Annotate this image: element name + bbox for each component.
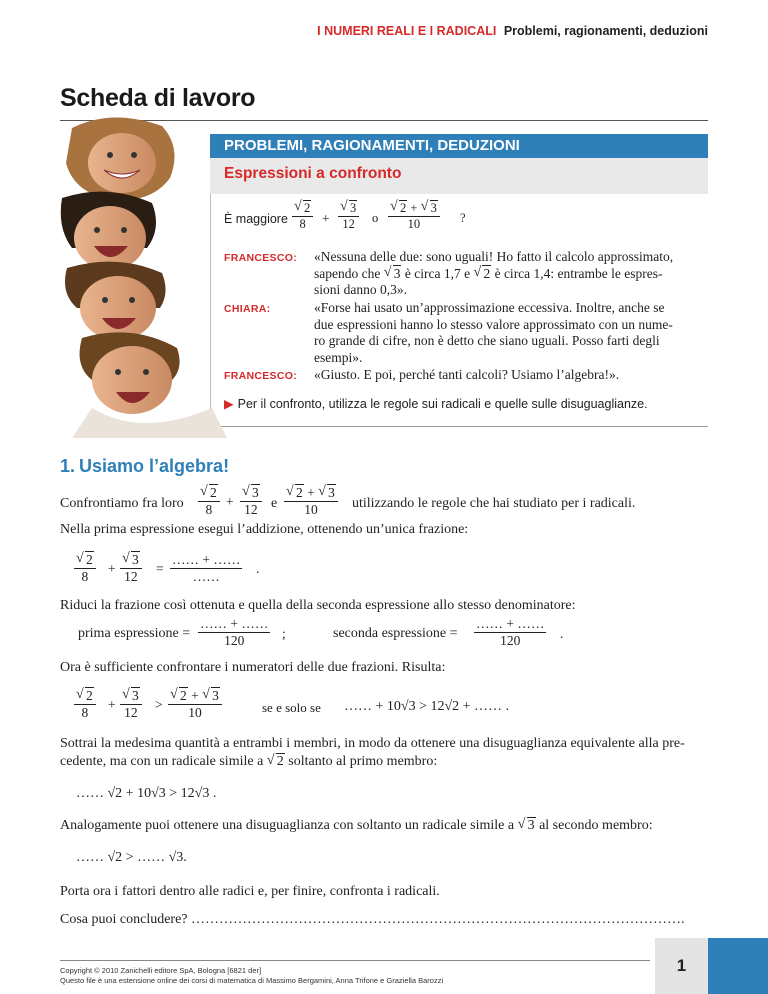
- greater-than: >: [155, 697, 163, 712]
- page-title: Scheda di lavoro: [60, 84, 256, 112]
- tip-line: [224, 396, 648, 411]
- sqrt-icon: [390, 200, 407, 216]
- dialogue-line: «Giusto. E poi, perché tanti calcoli? Usiamo l’algebra!».: [314, 367, 620, 382]
- period: .: [560, 626, 564, 641]
- denominator: 8: [81, 705, 89, 720]
- question-fraction-2: [338, 200, 359, 232]
- radicand: 2: [400, 201, 407, 215]
- arrow-right-icon: ▶: [224, 397, 234, 411]
- dialogue-chiara: [314, 300, 704, 366]
- plus-sign: +: [410, 201, 418, 215]
- sqrt-icon: [318, 485, 336, 501]
- paragraph-text: cedente, ma con un radicale simile a: [60, 754, 264, 769]
- sqrt-icon: [340, 200, 357, 216]
- denominator: 120: [224, 633, 245, 648]
- radicand: 2: [180, 688, 187, 703]
- dialogue-text: sapendo che: [314, 265, 381, 281]
- sqrt-icon: [242, 485, 260, 501]
- paragraph-3: Riduci la frazione così ottenuta e quella della seconda espressione allo stesso denominatore:: [60, 598, 576, 613]
- card-subheading: Espressioni a confronto: [210, 158, 708, 194]
- denominator: 8: [205, 502, 213, 517]
- numerator-blank: …… + ……: [172, 552, 241, 567]
- paragraph-1-suffix: utilizzando le regole che hai studiato per i radicali.: [352, 496, 636, 511]
- sqrt-icon: [421, 200, 438, 216]
- paragraph-1-prefix: Confrontiamo fra loro: [60, 496, 184, 511]
- radicand: 3: [212, 688, 219, 703]
- page-number: 1: [655, 938, 708, 994]
- radicand: 3: [393, 265, 401, 281]
- denominator: 10: [304, 502, 318, 517]
- footer-copyright: Copyright © 2010 Zanichelli editore SpA, Bologna [6821 der]: [60, 966, 262, 975]
- denominator: 120: [500, 633, 521, 648]
- sqrt-icon: [200, 485, 218, 501]
- semicolon: ;: [282, 626, 286, 641]
- tip-text: Per il confronto, utilizza le regole sui radicali e quelle sulle disuguaglianze.: [237, 397, 648, 411]
- card-divider: [210, 426, 708, 427]
- footer-note: Questo file è una estensione online dei corsi di matematica di Massimo Bergamini, Anna Trifone e Graziella Barozzi: [60, 976, 444, 985]
- sqrt-icon: [384, 266, 402, 283]
- sqrt-icon: [518, 818, 536, 834]
- plus-sign: +: [191, 688, 199, 703]
- radicand: 2: [276, 754, 284, 769]
- section-number: 1.: [60, 456, 76, 476]
- fraction-sum-10: [284, 485, 338, 518]
- plus-sign: +: [322, 211, 330, 226]
- paragraph-6: [60, 818, 653, 834]
- sqrt-icon: [286, 485, 304, 501]
- header-subtopic: Problemi, ragionamenti, deduzioni: [503, 24, 708, 38]
- fraction-sqrt2-8: [198, 485, 220, 518]
- fraction-sqrt3-12: [240, 485, 262, 518]
- radicand: 3: [132, 552, 139, 567]
- dialogue-line: ro grande di cifre, non è detto che siano uguali. Posso farti degli: [314, 333, 660, 348]
- sqrt-icon: [122, 688, 140, 704]
- fraction-sum-10: [168, 688, 222, 721]
- sqrt-icon: [170, 688, 188, 704]
- dialogue-francesco-1: [314, 249, 704, 299]
- fraction-blank-1: [170, 552, 242, 585]
- radicand: 2: [210, 485, 217, 500]
- sqrt-icon: [473, 266, 491, 283]
- dialogue-text: è circa 1,4: entrambe le espres-: [494, 265, 663, 281]
- numerator-blank: …… + ……: [200, 616, 269, 631]
- radicand: 3: [132, 688, 139, 703]
- paragraph-5b: [60, 754, 437, 770]
- denominator: 12: [244, 502, 258, 517]
- footer: [60, 966, 443, 986]
- section-title: Usiamo l’algebra!: [79, 456, 230, 476]
- radicand: 3: [328, 485, 335, 500]
- paragraph-text: soltanto al primo membro:: [288, 754, 438, 769]
- denominator: 8: [299, 217, 306, 231]
- prima-label: prima espressione =: [78, 626, 191, 641]
- dialogue-line: due espressioni hanno lo stesso valore approssimato con un nume-: [314, 316, 673, 332]
- running-header: [317, 24, 708, 38]
- paragraph-4: Ora è sufficiente confrontare i numeratori delle due frazioni. Risulta:: [60, 660, 446, 675]
- students-photo: [52, 108, 227, 438]
- speaker-chiara: CHIARA:: [224, 303, 271, 315]
- seconda-label: seconda espressione =: [333, 626, 458, 641]
- denominator: 12: [342, 217, 355, 231]
- paragraph-5a: Sottrai la medesima quantità a entrambi i membri, in modo da ottenere una disuguaglianza equivalente alla pre-: [60, 736, 685, 751]
- fraction-sqrt2-8: [74, 688, 96, 721]
- plus-sign: +: [108, 561, 116, 576]
- paragraph-8: Cosa puoi concludere? …………………………………………………………………………………………….: [60, 912, 685, 927]
- dialogue-line: «Forse hai usato un’approssimazione eccessiva. Inoltre, anche se: [314, 300, 665, 315]
- denominator: 10: [407, 217, 421, 231]
- radicand: 2: [86, 688, 93, 703]
- card-heading: PROBLEMI, RAGIONAMENTI, DEDUZIONI: [210, 134, 708, 158]
- numerator-blank: …… + ……: [476, 616, 545, 631]
- paragraph-2: Nella prima espressione esegui l’addizione, ottenendo un’unica frazione:: [60, 522, 469, 537]
- radicand: 2: [483, 265, 491, 281]
- paragraph-text: Analogamente puoi ottenere una disuguaglianza con soltanto un radicale simile a: [60, 818, 515, 833]
- inequality-2: …… √2 + 10√3 > 12√3 .: [76, 786, 217, 801]
- question-fraction-1: [292, 200, 313, 232]
- fraction-sqrt3-12: [120, 688, 142, 721]
- radicand: 2: [296, 485, 303, 500]
- dialogue-francesco-2: [314, 367, 704, 384]
- plus-sign: +: [226, 494, 234, 509]
- denominator: 12: [124, 705, 138, 720]
- fraction-sqrt3-12: [120, 552, 142, 585]
- denominator: 8: [81, 569, 89, 584]
- sqrt-icon: [122, 552, 140, 568]
- dialogue-line: «Nessuna delle due: sono uguali! Ho fatto il calcolo approssimato,: [314, 249, 674, 264]
- dialogue-text: è circa 1,7 e: [404, 265, 471, 281]
- radicand: 2: [304, 201, 311, 215]
- radicand: 3: [252, 485, 259, 500]
- iff-label: se e solo se: [262, 700, 321, 715]
- radicand: 3: [350, 201, 357, 215]
- dialogue-line: sioni danno 0,3».: [314, 282, 407, 297]
- or-label: o: [372, 211, 379, 225]
- dialogue-line: [314, 266, 704, 283]
- denominator-blank: ……: [192, 569, 220, 584]
- inequality-3: …… √2 > …… √3.: [76, 850, 187, 865]
- page-accent-bar: [708, 938, 768, 994]
- denominator: 12: [124, 569, 138, 584]
- question-mark: ?: [460, 211, 466, 225]
- and-label: e: [271, 496, 278, 511]
- sqrt-icon: [76, 688, 94, 704]
- sqrt-icon: [294, 200, 311, 216]
- sqrt-icon: [267, 754, 285, 770]
- radicand: 2: [86, 552, 93, 567]
- question-prefix: È maggiore: [224, 212, 288, 226]
- paragraph-7: Porta ora i fattori dentro alle radici e, per finire, confronta i radicali.: [60, 884, 440, 899]
- sqrt-icon: [76, 552, 94, 568]
- fraction-blank-prima: [198, 616, 270, 649]
- section-heading: [60, 456, 229, 477]
- fraction-sqrt2-8: [74, 552, 96, 585]
- speaker-francesco-2: FRANCESCO:: [224, 370, 297, 382]
- sqrt-icon: [202, 688, 220, 704]
- period: .: [256, 561, 260, 576]
- inequality-1: …… + 10√3 > 12√2 + …… .: [344, 699, 510, 714]
- radicand: 3: [430, 201, 437, 215]
- plus-sign: +: [307, 485, 315, 500]
- denominator: 10: [188, 705, 202, 720]
- footer-divider: [60, 960, 650, 961]
- equals-sign: =: [156, 561, 164, 576]
- paragraph-text: al secondo membro:: [539, 818, 653, 833]
- plus-sign: +: [108, 697, 116, 712]
- dialogue-line: esempi».: [314, 349, 363, 365]
- speaker-francesco: FRANCESCO:: [224, 252, 297, 264]
- radicand: 3: [527, 818, 535, 833]
- header-topic: I NUMERI REALI E I RADICALI: [317, 24, 497, 38]
- fraction-blank-seconda: [474, 616, 546, 649]
- question-fraction-3: [388, 200, 440, 232]
